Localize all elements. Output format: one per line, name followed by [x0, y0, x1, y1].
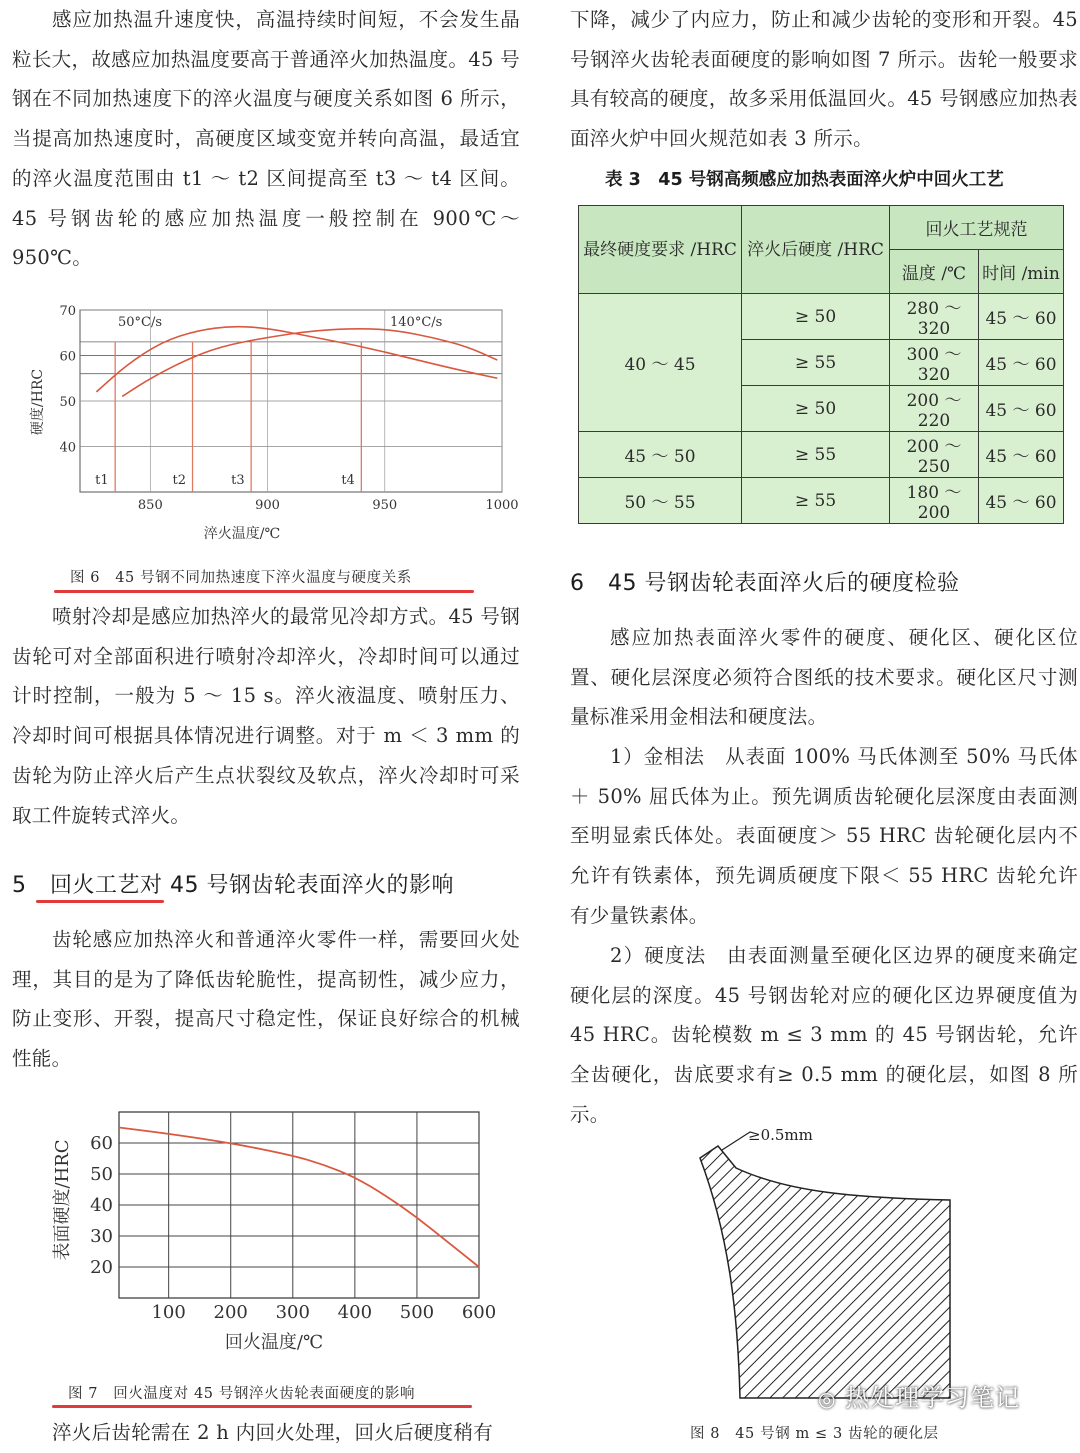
right-para-3: 1）金相法 从表面 100% 马氏体测至 50% 马氏体＋ 50% 屈氏体为止。预先调质齿轮硬化层深度由表面测至明显索氏体处。表面硬度＞ 55 HRC 齿轮硬化层内不允许有铁素体，预先调质硬度下限＜ 55 HRC 齿轮允许有少量铁素体。: [570, 745, 1078, 927]
fig8-leader-line: [722, 1132, 750, 1150]
table-cell-time: 45 ～ 60: [979, 432, 1064, 478]
table-cell-temp: 200 ～ 250: [890, 432, 979, 478]
section-6-heading: [570, 566, 960, 597]
section-5-number: 5: [12, 873, 27, 898]
fig6-xlabel: 淬火温度/℃: [203, 526, 281, 542]
fig7-xtick-label: 200: [213, 1302, 248, 1323]
fig7-ylabel: 表面硬度/HRC: [52, 1139, 73, 1261]
left-para-1: 感应加热温升速度快，高温持续时间短，不会发生晶粒长大，故感应加热温度要高于普通淬火加热温度。45 号钢在不同加热速度下的淬火温度与硬度关系如图 6 所示，当提高加热速度时，高硬度区域变宽并转向高温，最适宜的淬火温度范围由 t1 ～ t2 区间提高至 t3 ～ t4 区间。45 号钢齿轮的感应加热温度一般控制在 900℃～ 950℃。: [12, 8, 520, 270]
fig6-ytick-label: 40: [59, 440, 76, 456]
table-cell-final: 40 ～ 45: [579, 294, 742, 432]
fig6-caption-underline: [54, 590, 474, 593]
table-cell-temp: 300 ～ 320: [890, 340, 979, 386]
figure-6-chart: [12, 292, 520, 552]
left-para-3: 齿轮感应加热淬火和普通淬火零件一样，需要回火处理，其目的是为了降低齿轮脆性，提高韧性，减少应力，防止变形、开裂，提高尺寸稳定性，保证良好综合的机械性能。: [12, 928, 520, 1071]
section-5-title: 回火工艺对 45 号钢齿轮表面淬火的影响: [50, 873, 454, 898]
fig7-ytick-label: 30: [90, 1226, 113, 1247]
fig6-series-line: [122, 329, 497, 397]
table-header-temp: 温度 /℃: [890, 250, 979, 294]
fig7-ytick-label: 50: [90, 1164, 113, 1185]
fig6-vline-label: t3: [231, 473, 245, 488]
table-cell-temp: 200 ～ 220: [890, 386, 979, 432]
fig6-xtick-label: 950: [372, 498, 398, 513]
fig7-xtick-label: 600: [461, 1302, 497, 1323]
gear-tooth-section: [700, 1146, 950, 1398]
table-cell-time: 45 ～ 60: [979, 340, 1064, 386]
section-6-title: 45 号钢齿轮表面淬火后的硬度检验: [608, 571, 960, 596]
table-header-after: 淬火后硬度 /HRC: [742, 206, 890, 294]
table-cell-after: ≥ 55: [742, 478, 890, 524]
fig6-ytick-label: 60: [59, 349, 76, 365]
table-cell-final: 50 ～ 55: [579, 478, 742, 524]
sec5-underline: [36, 900, 164, 903]
table-3-title: 表 3 45 号钢高频感应加热表面淬火炉中回火工艺: [605, 170, 1004, 190]
fig6-xtick-label: 1000: [485, 498, 519, 513]
fig6-vline-label: t4: [341, 473, 355, 488]
fig7-ytick-label: 60: [90, 1133, 113, 1154]
table-header-final: 最终硬度要求 /HRC: [579, 206, 742, 294]
fig6-vline-label: t1: [95, 473, 109, 488]
fig6-series-label: 140°C/s: [390, 315, 443, 330]
figure-6-caption: 图 6 45 号钢不同加热速度下淬火温度与硬度关系: [70, 570, 412, 586]
fig6-xtick-label: 900: [255, 498, 280, 513]
table-cell-after: ≥ 50: [742, 294, 890, 340]
wechat-icon: ◎: [818, 1387, 837, 1411]
fig6-vline-label: t2: [172, 473, 187, 488]
fig6-ylabel: 硬度/HRC: [30, 368, 46, 436]
figure-8-diagram: [680, 1118, 980, 1408]
figure-7-chart: [12, 1100, 520, 1360]
table-cell-time: 45 ～ 60: [979, 386, 1064, 432]
fig6-grid: [80, 310, 502, 492]
table-row: [579, 478, 1064, 524]
fig6-series-label: 50°C/s: [118, 315, 163, 330]
table-header-time: 时间 /min: [979, 250, 1064, 294]
table-row: [579, 294, 1064, 340]
table-cell-temp: 280 ～ 320: [890, 294, 979, 340]
right-para-1: 下降，减少了内应力，防止和减少齿轮的变形和开裂。45 号钢淬火齿轮表面硬度的影响如图 7 所示。齿轮一般要求具有较高的硬度，故多采用低温回火。45 号钢感应加热表面淬火炉中回火规范如表 3 所示。: [570, 8, 1078, 151]
table-cell-after: ≥ 55: [742, 340, 890, 386]
fig6-ytick-label: 70: [59, 304, 76, 319]
fig7-ytick-label: 40: [90, 1195, 113, 1216]
fig7-xlabel: 回火温度/℃: [224, 1332, 324, 1353]
fig7-grid: [119, 1112, 479, 1298]
left-para-2: 喷射冷却是感应加热淬火的最常见冷却方式。45 号钢齿轮可对全部面积进行喷射冷却淬火，冷却时间可以通过计时控制，一般为 5 ～ 15 s。淬火液温度、喷射压力、冷却时间可根据具体情况进行调整。对于 m ＜ 3 mm 的齿轮为防止淬火后产生点状裂纹及软点，淬火冷却时可采取工件旋转式淬火。: [12, 605, 520, 827]
figure-7-caption: 图 7 回火温度对 45 号钢淬火齿轮表面硬度的影响: [68, 1386, 416, 1402]
fig7-caption-underline: [52, 1405, 472, 1408]
fig7-xtick-label: 300: [275, 1302, 310, 1323]
fig6-ytick-label: 50: [59, 395, 76, 410]
fig7-xtick-label: 500: [399, 1302, 435, 1323]
fig8-label: ≥0.5mm: [748, 1126, 813, 1144]
table-cell-after: ≥ 50: [742, 386, 890, 432]
table-3: [578, 205, 1064, 524]
fig6-xtick-label: 850: [137, 498, 163, 513]
table-cell-after: ≥ 55: [742, 432, 890, 478]
section-6-number: 6: [570, 571, 585, 596]
table-cell-final: 45 ～ 50: [579, 432, 742, 478]
figure-8-caption: 图 8 45 号钢 m ≤ 3 齿轮的硬化层: [690, 1426, 939, 1442]
fig7-series-line: [119, 1128, 479, 1268]
fig7-ytick-label: 20: [90, 1257, 113, 1278]
section-5-heading: [12, 868, 454, 899]
logo-text: 热处理学习笔记: [845, 1384, 1021, 1412]
fig7-xtick-label: 400: [337, 1302, 373, 1323]
table-cell-time: 45 ～ 60: [979, 294, 1064, 340]
fig7-series: [119, 1128, 479, 1268]
table-row: [579, 432, 1064, 478]
table-cell-temp: 180 ～ 200: [890, 478, 979, 524]
left-para-4: 淬火后齿轮需在 2 h 内回火处理，回火后硬度稍有: [52, 1421, 494, 1444]
right-para-4: 2）硬度法 由表面测量至硬化区边界的硬度来确定硬化层的深度。45 号钢齿轮对应的硬化区边界硬度值为 45 HRC。齿轮模数 m ≤ 3 mm 的 45 号钢齿轮，允许全齿硬化，齿底要求有≥ 0.5 mm 的硬化层，如图 8 所示。: [570, 944, 1078, 1126]
right-para-2: 感应加热表面淬火零件的硬度、硬化区、硬化区位置、硬化层深度必须符合图纸的技术要求。硬化区尺寸测量标准采用金相法和硬度法。: [570, 626, 1078, 729]
fig6-ticks: [59, 304, 518, 513]
wechat-logo-watermark: [818, 1378, 1020, 1413]
fig6-series-line: [96, 327, 497, 392]
table-header-spec: 回火工艺规范: [890, 206, 1064, 250]
fig7-xtick-label: 100: [151, 1302, 186, 1323]
table-cell-time: 45 ～ 60: [979, 478, 1064, 524]
